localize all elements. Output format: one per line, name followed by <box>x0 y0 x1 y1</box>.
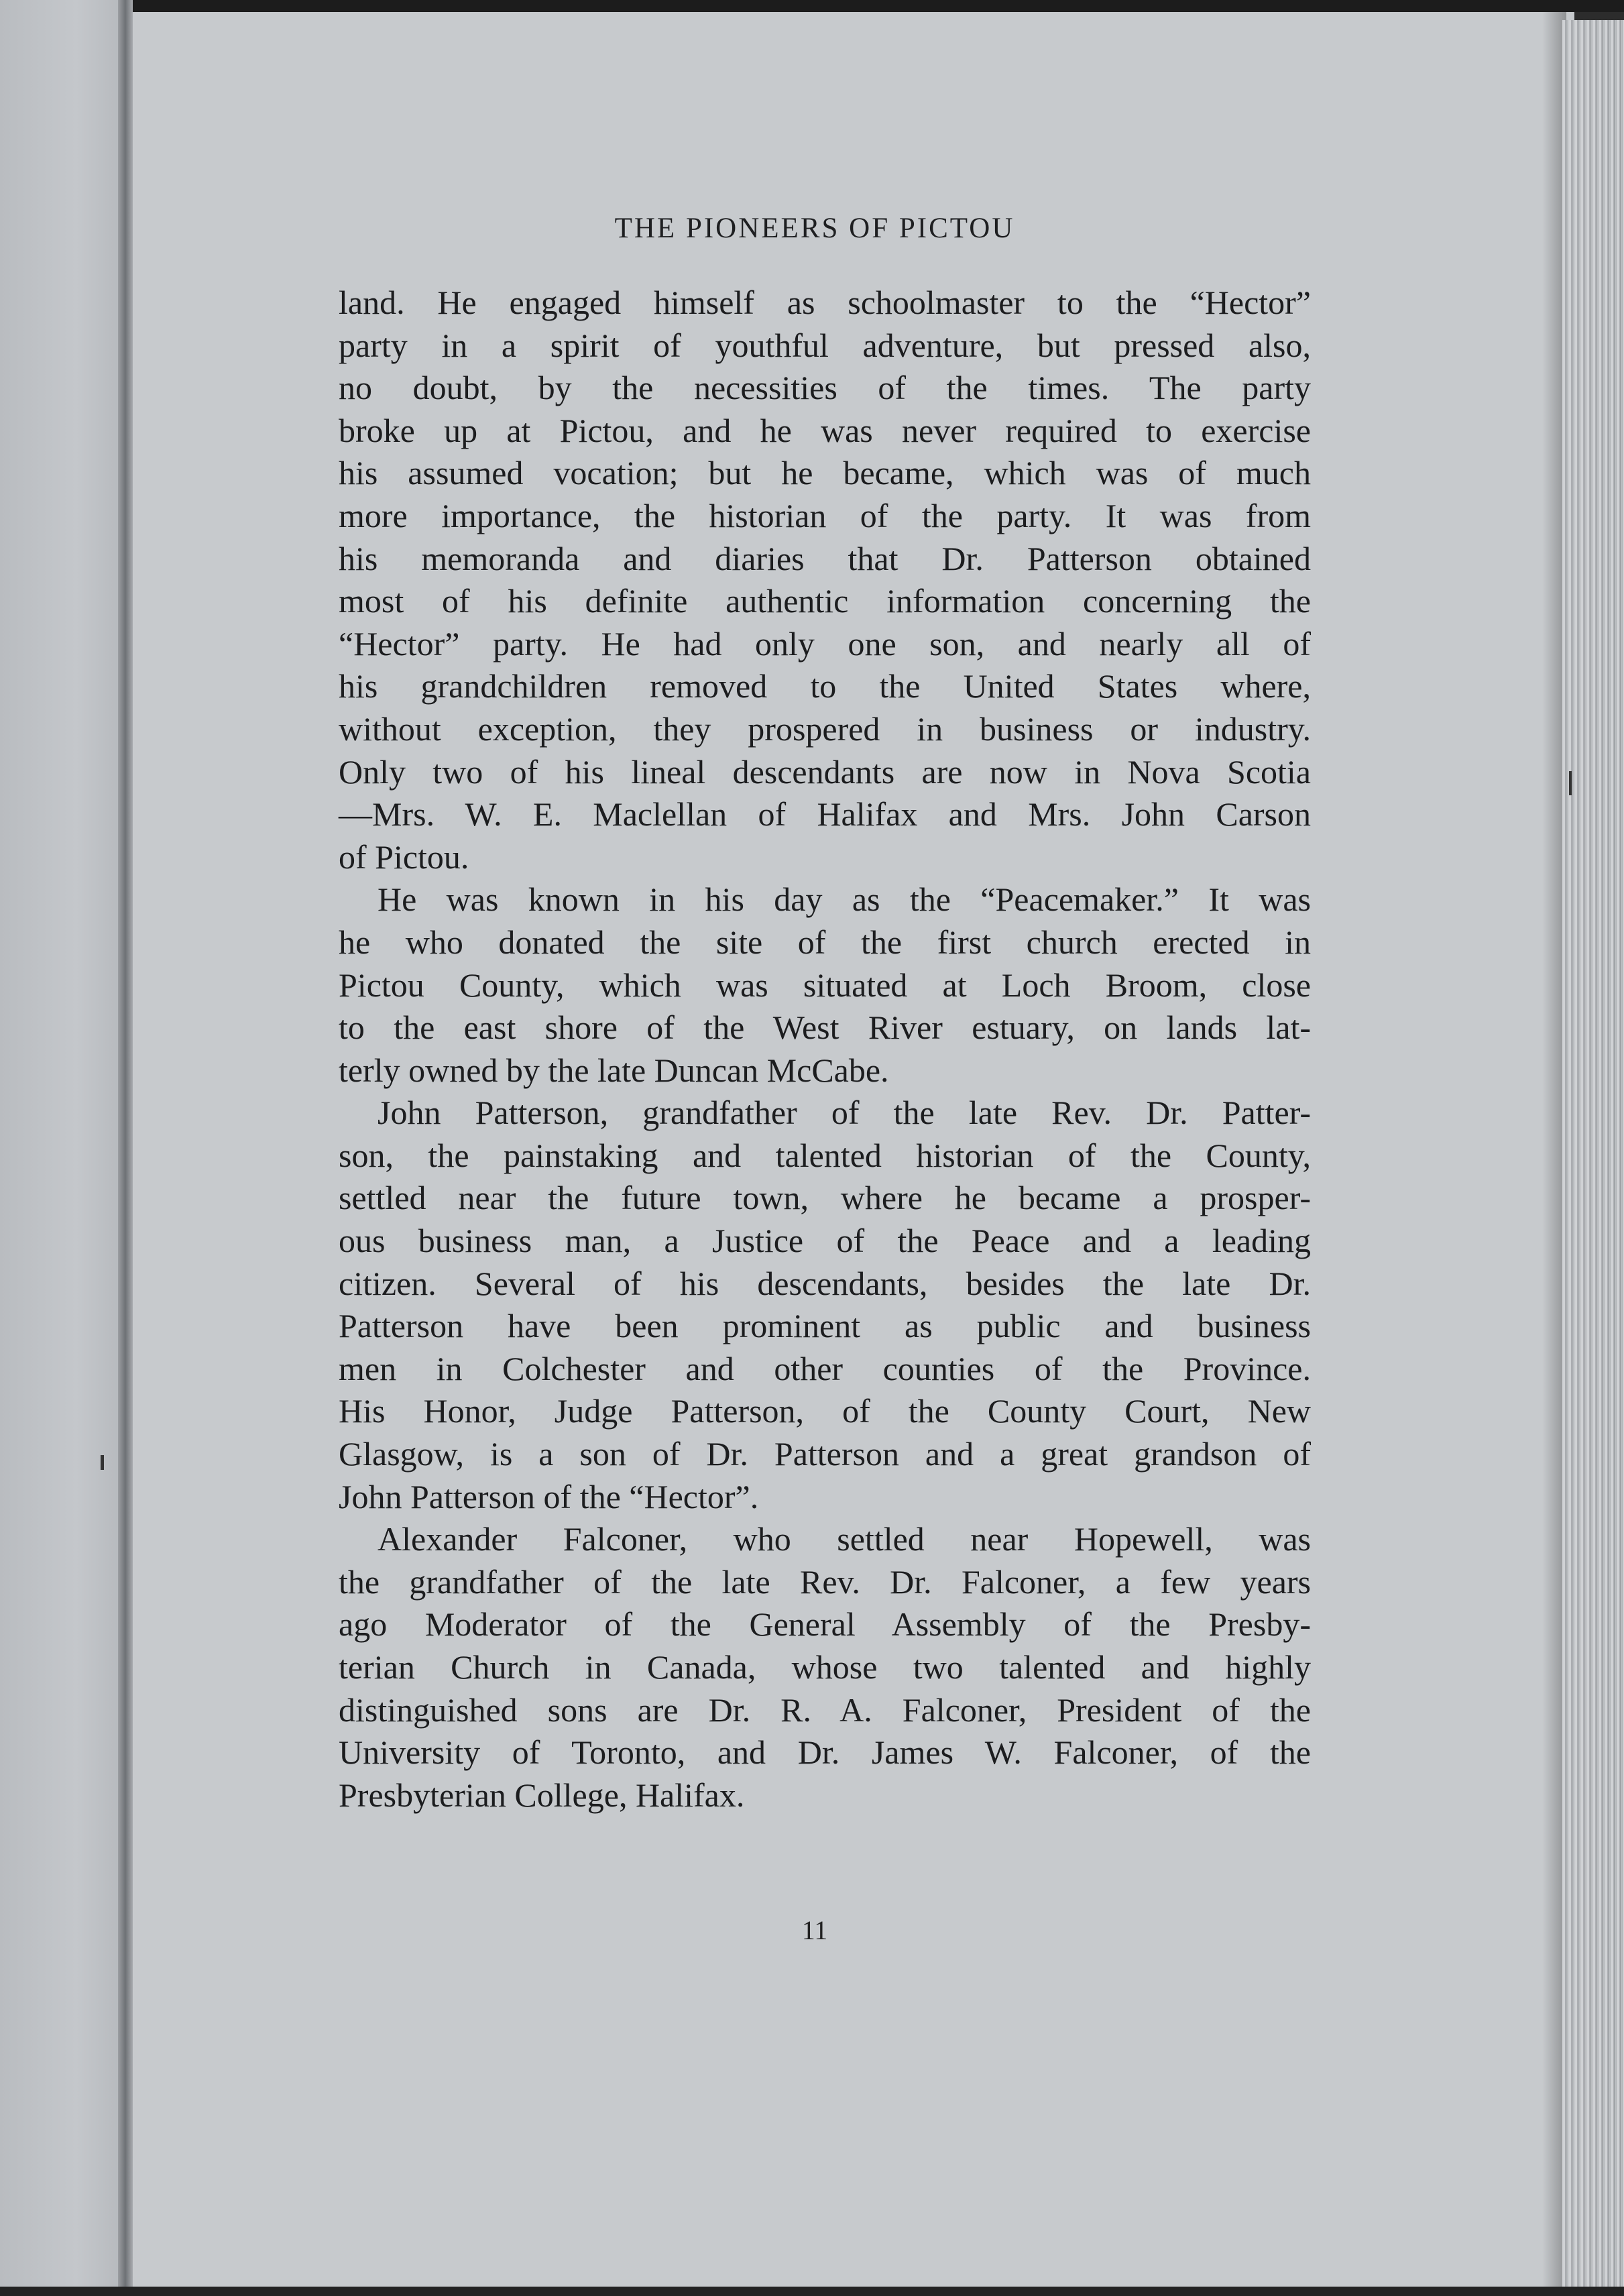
text-line: Glasgow, is a son of Dr. Patterson and a great grandson of <box>339 1435 1311 1473</box>
text-line: to the east shore of the West River estuary, on lands lat- <box>339 1009 1311 1047</box>
text-line: terian Church in Canada, whose two talented and highly <box>339 1648 1311 1686</box>
text-line: of Pictou. <box>339 838 469 876</box>
paragraph-2 <box>339 878 1311 1092</box>
text-line: —Mrs. W. E. Maclellan of Halifax and Mrs. John Carson <box>339 795 1311 834</box>
paragraph-3 <box>339 1092 1311 1518</box>
text-line: settled near the future town, where he became a prosper- <box>339 1179 1311 1217</box>
body-text <box>339 282 1311 1817</box>
text-line: land. He engaged himself as schoolmaster to the “Hector” <box>339 284 1311 321</box>
book-gutter <box>118 0 133 2296</box>
text-line: his grandchildren removed to the United States where, <box>339 667 1311 705</box>
text-line: men in Colchester and other counties of the Province. <box>339 1349 1311 1387</box>
text-line: the grandfather of the late Rev. Dr. Falconer, a few years <box>339 1562 1311 1601</box>
text-line: “Hector” party. He had only one son, and nearly all of <box>339 624 1311 663</box>
text-line: distinguished sons are Dr. R. A. Falconer, President of the <box>339 1690 1311 1729</box>
text-line: ous business man, a Justice of the Peace and a leading <box>339 1222 1311 1260</box>
text-line: Pictou County, which was situated at Loch Broom, close <box>339 966 1311 1004</box>
text-line: Presbyterian College, Halifax. <box>339 1776 745 1814</box>
scan-bottom-edge <box>0 2287 1624 2296</box>
text-line: John Patterson of the “Hector”. <box>339 1477 759 1515</box>
paragraph-4 <box>339 1518 1311 1817</box>
scan-speck <box>1569 771 1572 795</box>
page-number: 11 <box>801 1915 828 1945</box>
text-line: His Honor, Judge Patterson, of the County Court, New <box>339 1392 1311 1430</box>
text-line: more importance, the historian of the party. It was from <box>339 496 1311 534</box>
text-line: broke up at Pictou, and he was never required to exercise <box>339 411 1311 449</box>
running-head: THE PIONEERS OF PICTOU <box>614 213 1015 244</box>
scan-top-edge <box>0 0 1624 12</box>
previous-page-edge <box>0 0 127 2296</box>
text-line: terly owned by the late Duncan McCabe. <box>339 1051 889 1089</box>
text-line: he who donated the site of the first church erected in <box>339 923 1311 961</box>
text-line: ago Moderator of the General Assembly of the Presby- <box>339 1605 1311 1644</box>
text-line: without exception, they prospered in business or industry. <box>339 709 1311 748</box>
text-line: citizen. Several of his descendants, besides the late Dr. <box>339 1264 1311 1302</box>
text-line: Alexander Falconer, who settled near Hopewell, was <box>378 1520 1311 1558</box>
text-line: son, the painstaking and talented historian of the County, <box>339 1136 1311 1174</box>
scan-speck <box>101 1455 104 1470</box>
text-line: his assumed vocation; but he became, which was of much <box>339 454 1311 492</box>
text-line: no doubt, by the necessities of the times. The party <box>339 369 1311 407</box>
text-line: He was known in his day as the “Peacemaker.” It was <box>378 880 1311 919</box>
text-line: Patterson have been prominent as public and business <box>339 1307 1311 1345</box>
paragraph-1 <box>339 282 1311 878</box>
text-line: Only two of his lineal descendants are now in Nova Scotia <box>339 752 1311 791</box>
text-line: most of his definite authentic information concerning the <box>339 582 1311 620</box>
text-line: his memoranda and diaries that Dr. Patterson obtained <box>339 539 1311 577</box>
text-line: John Patterson, grandfather of the late Rev. Dr. Patter- <box>378 1094 1311 1132</box>
book-fore-edge <box>1562 20 1624 2296</box>
text-line: party in a spirit of youthful adventure, but pressed also, <box>339 326 1311 364</box>
text-line: University of Toronto, and Dr. James W. Falconer, of the <box>339 1733 1311 1772</box>
